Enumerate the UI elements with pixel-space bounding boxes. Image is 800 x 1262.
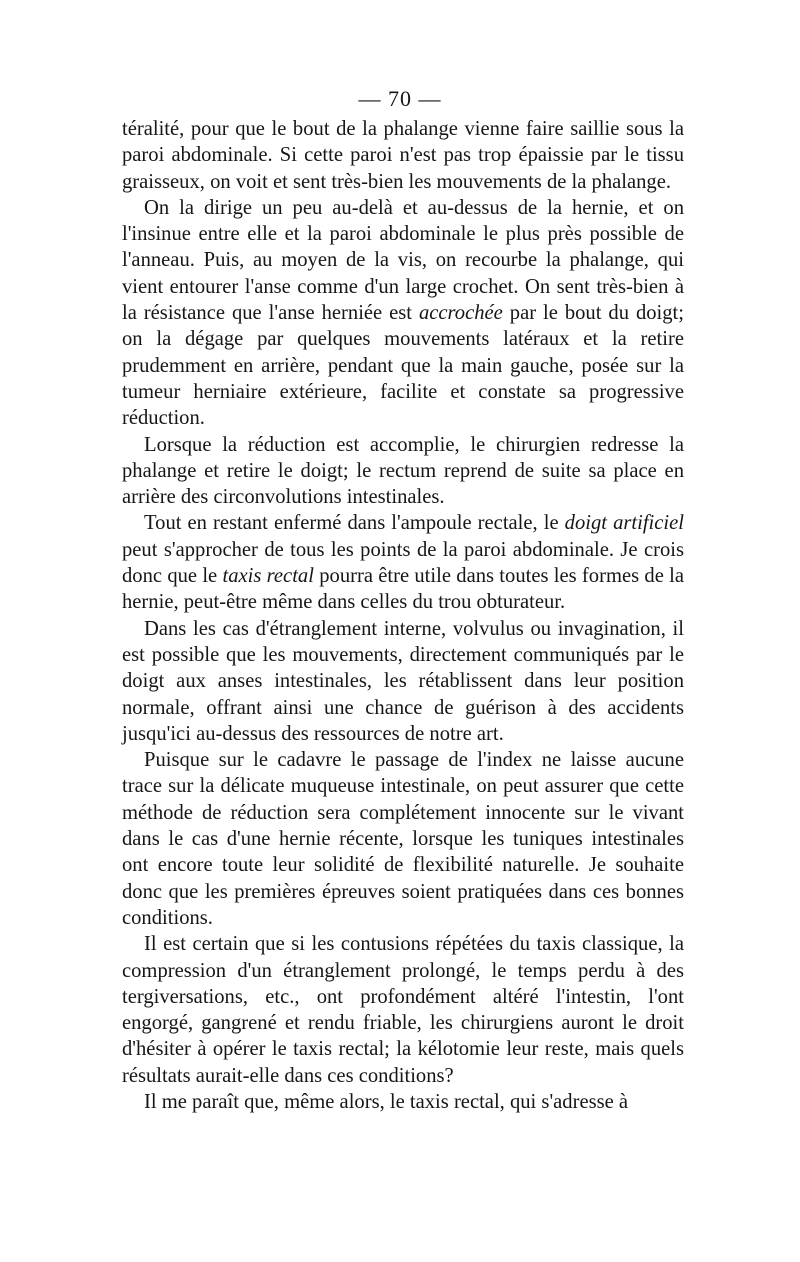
text-run: par le bout du doigt; on la dégage par quelques mouvements latéraux et la retire prudemment en arrière, pendant que la main gauche, posée sur la tumeur herniaire extérieure, facilite et constate sa progressive réduction. — [122, 302, 684, 430]
paragraph-p3 — [122, 432, 684, 511]
text-run: Dans les cas d'étranglement interne, volvulus ou invagination, il est possible que les mouvements, directement communiqués par le doigt aux anses intestinales, les rétablissent dans leur position normale, offrant ainsi une chance de guérison à des accidents jusqu'ici au-dessus des ressources de notre art. — [122, 617, 684, 745]
text-run: Puisque sur le cadavre le passage de l'index ne laisse aucune trace sur la délicate muqueuse intestinale, on peut assurer que cette méthode de réduction sera complétement innocente sur le vivant dans le cas d'une hernie récente, lorsque les tuniques intestinales ont encore toute leur solidité de flexibilité naturelle. Je souhaite donc que les premières épreuves soient pratiquées dans ces bonnes conditions. — [122, 749, 684, 929]
text-run: On la dirige un peu au-delà et au-dessus de la hernie, et on l'insinue entre elle et la paroi abdominale le plus près possible de l'anneau. Puis, au moyen de la vis, on recourbe la phalange, qui vient entourer l'anse comme d'un large crochet. On sent très-bien à la résistance que l'anse herniée est — [122, 196, 684, 325]
paragraph-p7 — [122, 931, 684, 1089]
paragraph-p2 — [122, 195, 684, 432]
paragraph-p1 — [122, 116, 684, 195]
italic-text: taxis rectal — [222, 565, 314, 588]
paragraph-p5 — [122, 616, 684, 747]
text-run: pourra être utile dans toutes les formes de la hernie, peut-être même dans celles du trou obturateur. — [122, 565, 684, 614]
paragraph-p6 — [122, 747, 684, 931]
paragraph-p4 — [122, 510, 684, 615]
paragraph-p8 — [122, 1089, 684, 1115]
text-run: Lorsque la réduction est accomplie, le chirurgien redresse la phalange et retire le doigt; le rectum reprend de suite sa place en arrière des circonvolutions intestinales. — [122, 433, 684, 509]
body-text — [122, 116, 684, 1115]
page-number: — 70 — — [358, 86, 442, 111]
text-run: Il me paraît que, même alors, le taxis rectal, qui s'adresse à — [144, 1090, 629, 1113]
italic-text: accrochée — [418, 302, 503, 325]
text-run: Tout en restant enfermé dans l'ampoule rectale, le — [144, 512, 565, 535]
italic-text: doigt artificiel — [564, 512, 684, 535]
text-run: téralité, pour que le bout de la phalange vienne faire saillie sous la paroi abdominale. Si cette paroi n'est pas trop épaissie par le tissu graisseux, on voit et sent très-bien les mouvements de la phalange. — [122, 118, 684, 193]
text-run: peut s'approcher de tous les points de la paroi abdominale. Je crois donc que le — [122, 538, 684, 588]
text-run: Il est certain que si les contusions répétées du taxis classique, la compression d'un étranglement prolongé, le temps perdu à des tergiversations, etc., ont profondément altéré l'intestin, l'ont engorgé, gangrené et rendu friable, les chirurgiens auront le droit d'hésiter à opérer le taxis rectal; la kélotomie leur reste, mais quels résultats aurait-elle dans ces conditions? — [122, 933, 684, 1087]
